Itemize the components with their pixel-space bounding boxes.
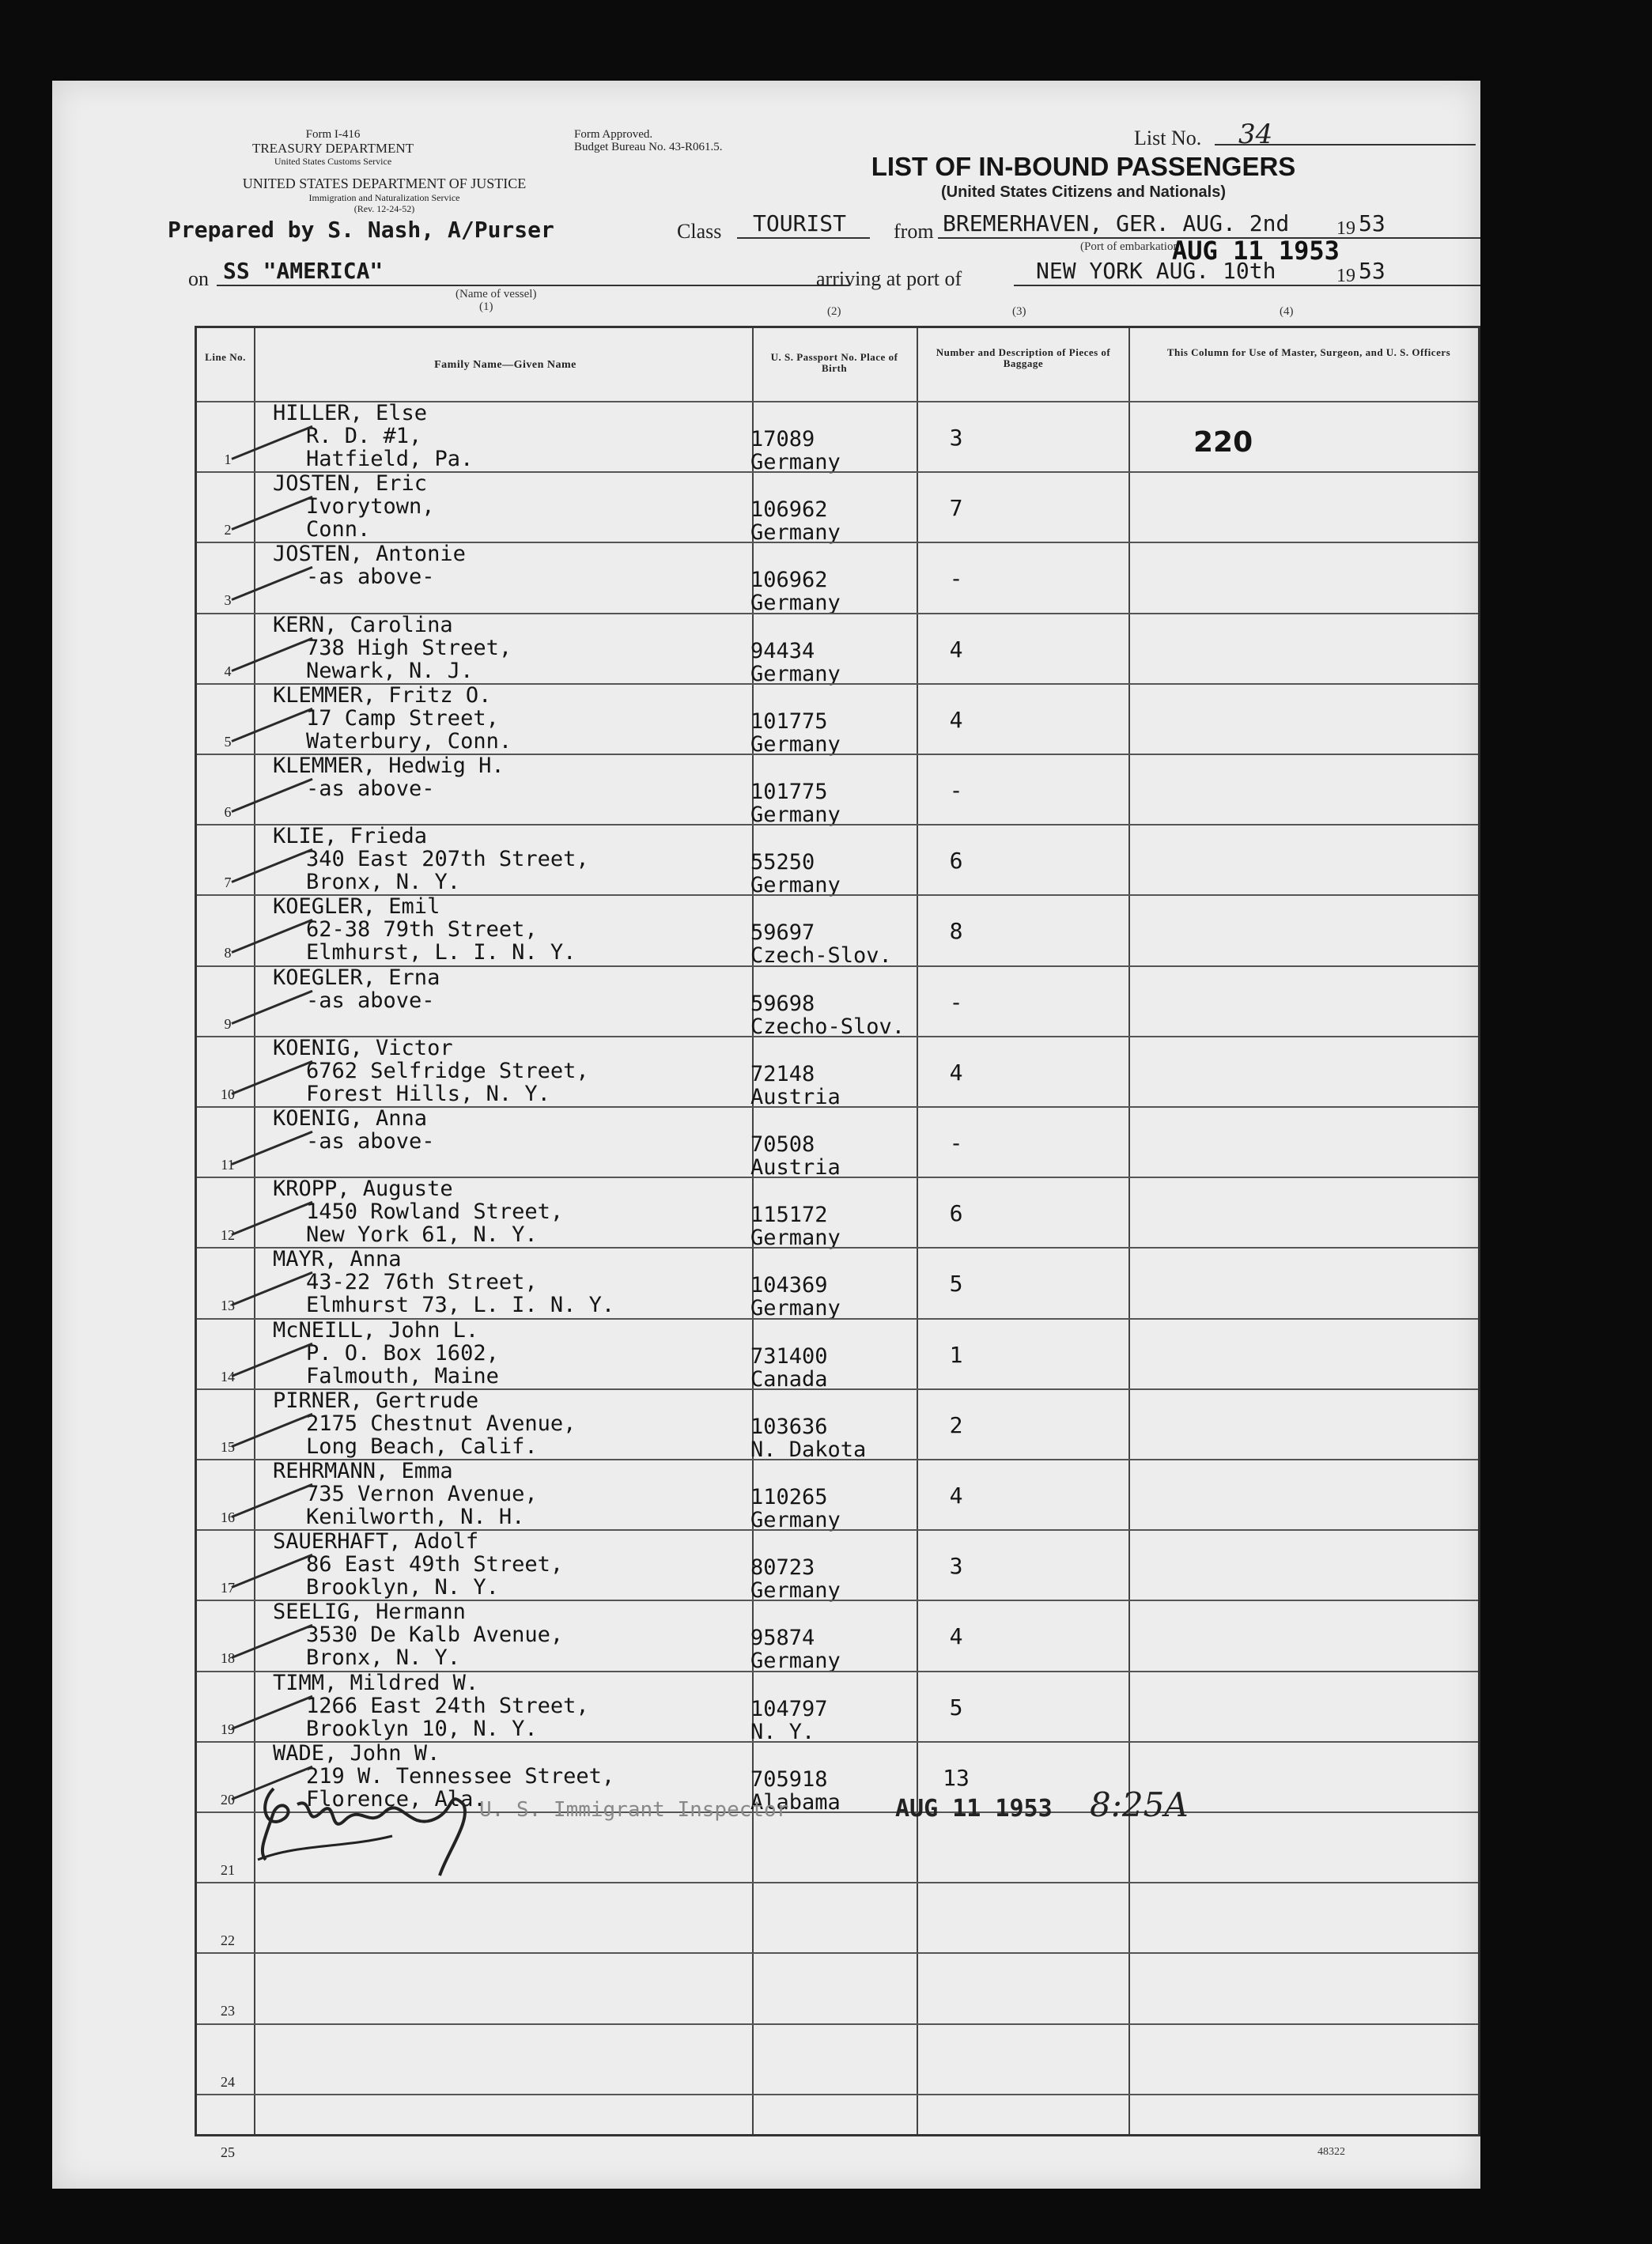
- place-of-birth: Canada: [750, 1366, 828, 1392]
- check-mark: [231, 1624, 312, 1659]
- table-row: [197, 1882, 1478, 1952]
- passport-number: 115172: [750, 1203, 828, 1228]
- table-row: [197, 1459, 1478, 1532]
- col1-number: (1): [479, 300, 493, 313]
- address-line-2: Long Beach, Calif.: [306, 1434, 538, 1459]
- officer-note: 220: [1193, 426, 1253, 459]
- line-number: 6: [224, 804, 232, 820]
- passenger-name: TIMM, Mildred W.: [273, 1670, 479, 1695]
- baggage-count: 4: [949, 1059, 963, 1086]
- passenger-name: KROPP, Auguste: [273, 1177, 453, 1202]
- place-of-birth: Germany: [750, 520, 841, 546]
- baggage-count: 3: [949, 1553, 963, 1580]
- address-line-2: Conn.: [306, 517, 371, 542]
- place-of-birth: Germany: [750, 1226, 841, 1251]
- address-line-2: Elmhurst, L. I. N. Y.: [306, 940, 576, 965]
- place-of-birth: Germany: [750, 803, 841, 827]
- passport-number: 59698: [750, 991, 815, 1016]
- table-row: [197, 542, 1478, 616]
- baggage-count: 2: [949, 1411, 963, 1438]
- place-of-birth: Germany: [750, 591, 841, 616]
- address-line-1: 3530 De Kalb Avenue,: [306, 1623, 564, 1648]
- passenger-name: SAUERHAFT, Adolf: [273, 1529, 479, 1555]
- table-row: [197, 824, 1478, 898]
- table-row: [197, 682, 1478, 757]
- line-number: 18: [221, 1650, 235, 1667]
- check-mark: [231, 1201, 312, 1236]
- check-mark: [231, 1554, 312, 1589]
- baggage-count: 7: [949, 495, 963, 522]
- footer-code: 48322: [1317, 2146, 1345, 2158]
- baggage-count: 4: [949, 636, 963, 663]
- budget-bureau: Budget Bureau No. 43-R061.5.: [574, 141, 723, 153]
- baggage-count: 8: [949, 918, 963, 945]
- line-number: 22: [221, 1932, 235, 1949]
- check-mark: [231, 919, 312, 954]
- address-line-1: 2175 Chestnut Avenue,: [306, 1411, 576, 1436]
- arriving-label: arriving at port of: [816, 267, 962, 290]
- table-row: [197, 1670, 1478, 1744]
- list-no-label: List No.: [1134, 127, 1202, 149]
- table-row: [197, 1529, 1478, 1604]
- row-divider: [197, 2023, 1478, 2025]
- document-title: LIST OF IN-BOUND PASSENGERS: [871, 152, 1296, 181]
- baggage-count: 6: [949, 1200, 963, 1227]
- passport-number: 59697: [750, 920, 815, 946]
- line-number: 7: [224, 875, 232, 891]
- row-divider: [197, 1036, 1478, 1037]
- passenger-name: KOENIG, Anna: [273, 1106, 428, 1131]
- table-row: [197, 1247, 1478, 1321]
- ins-label: Immigration and Naturalization Service: [308, 192, 460, 203]
- arriving-value: NEW YORK AUG. 10th: [1036, 258, 1276, 284]
- baggage-count: 4: [949, 1483, 963, 1509]
- place-of-birth: Austria: [750, 1155, 841, 1180]
- place-of-birth: Alabama: [750, 1789, 841, 1815]
- check-mark: [231, 425, 312, 460]
- arriving-year: 53: [1359, 258, 1385, 284]
- check-mark: [231, 848, 312, 883]
- form-number: Form I-416: [305, 128, 361, 141]
- place-of-birth: Germany: [750, 1508, 841, 1532]
- arriving-year-prefix: 19: [1336, 266, 1355, 286]
- table-row: [197, 471, 1478, 546]
- place-of-birth: Germany: [750, 731, 841, 757]
- place-of-birth: N. Dakota: [750, 1437, 867, 1462]
- address-line-2: Bronx, N. Y.: [306, 870, 461, 895]
- passenger-name: MAYR, Anna: [273, 1247, 402, 1272]
- passport-number: 731400: [750, 1343, 828, 1369]
- check-mark: [231, 1694, 312, 1729]
- row-divider: [197, 1106, 1478, 1108]
- row-divider: [197, 1177, 1478, 1178]
- justice-label: UNITED STATES DEPARTMENT OF JUSTICE: [242, 176, 527, 191]
- line-number: 4: [224, 663, 232, 679]
- baggage-count: 5: [949, 1694, 963, 1721]
- passenger-name: KLEMMER, Fritz O.: [273, 682, 492, 708]
- line-number: 9: [224, 1015, 232, 1032]
- passenger-name: HILLER, Else: [273, 401, 428, 425]
- place-of-birth: Germany: [750, 1649, 841, 1674]
- line-number: 2: [224, 522, 232, 538]
- address-line-1: -as above-: [306, 565, 435, 590]
- address-line-2: Brooklyn 10, N. Y.: [306, 1716, 538, 1741]
- address-line-1: -as above-: [306, 988, 435, 1013]
- address-line-1: 738 High Street,: [306, 635, 512, 660]
- passenger-name: WADE, John W.: [273, 1740, 440, 1766]
- passport-number: 104369: [750, 1273, 828, 1298]
- passenger-name: SEELIG, Hermann: [273, 1600, 466, 1625]
- baggage-count: -: [949, 1130, 963, 1156]
- baggage-count: 4: [949, 1623, 963, 1650]
- row-divider: [197, 542, 1478, 543]
- class-label: Class: [677, 220, 722, 243]
- address-line-2: Hatfield, Pa.: [306, 447, 474, 471]
- check-mark: [231, 1060, 312, 1095]
- treasury-label: TREASURY DEPARTMENT: [251, 141, 414, 156]
- address-line-1: 17 Camp Street,: [306, 705, 499, 731]
- row-divider: [197, 1952, 1478, 1954]
- address-line-1: 219 W. Tennessee Street,: [306, 1763, 615, 1789]
- line-number: 12: [221, 1227, 235, 1244]
- line-number: 23: [221, 2003, 235, 2019]
- line-number: 24: [221, 2073, 235, 2090]
- line-number: 13: [221, 1298, 235, 1314]
- inspector-time: 8:25A: [1090, 1785, 1189, 1824]
- place-of-birth: Czech-Slov.: [750, 943, 892, 969]
- baggage-count: -: [949, 777, 963, 803]
- table-row: [197, 612, 1478, 686]
- prepared-by: Prepared by S. Nash, A/Purser: [168, 217, 554, 243]
- address-line-1: 1266 East 24th Street,: [306, 1693, 589, 1718]
- passenger-name: REHRMANN, Emma: [273, 1459, 453, 1483]
- line-number: 19: [221, 1721, 235, 1737]
- line-number: 11: [221, 1157, 235, 1173]
- table-row: [197, 1106, 1478, 1180]
- address-line-2: Falmouth, Maine: [306, 1363, 499, 1388]
- col2-number: (2): [827, 305, 841, 318]
- address-line-2: Kenilworth, N. H.: [306, 1505, 525, 1529]
- passenger-name: KOEGLER, Emil: [273, 894, 440, 920]
- address-line-2: Forest Hills, N. Y.: [306, 1081, 550, 1106]
- passport-number: 106962: [750, 497, 828, 523]
- address-line-1: -as above-: [306, 776, 435, 801]
- baggage-count: 13: [943, 1764, 970, 1791]
- address-line-1: P. O. Box 1602,: [306, 1340, 499, 1366]
- line-number: 17: [221, 1580, 235, 1596]
- passport-number: 17089: [750, 427, 815, 451]
- document-subtitle: (United States Citizens and Nationals): [940, 183, 1227, 201]
- from-value: BREMERHAVEN, GER. AUG. 2nd: [943, 210, 1290, 236]
- line-number: 1: [224, 451, 232, 467]
- check-mark: [231, 637, 312, 671]
- table-row: [197, 1035, 1478, 1109]
- row-divider: [197, 965, 1478, 967]
- customs-label: United States Customs Service: [274, 156, 392, 167]
- passenger-name: KERN, Carolina: [273, 612, 453, 637]
- column-header-line-no: Line No.: [205, 351, 246, 363]
- address-line-2: Waterbury, Conn.: [306, 728, 512, 754]
- address-line-1: 62-38 79th Street,: [306, 917, 538, 943]
- line-number: 8: [224, 945, 232, 961]
- col4-number: (4): [1280, 305, 1294, 318]
- place-of-birth: Germany: [750, 1578, 841, 1604]
- line-number: 15: [221, 1438, 235, 1455]
- place-of-birth: N. Y.: [750, 1719, 815, 1744]
- address-line-1: 6762 Selfridge Street,: [306, 1058, 589, 1083]
- passenger-name: KOEGLER, Erna: [273, 965, 440, 990]
- check-mark: [231, 566, 312, 601]
- row-divider: [197, 1247, 1478, 1249]
- passport-number: 110265: [750, 1485, 828, 1509]
- row-divider: [197, 1600, 1478, 1601]
- inspector-label: U. S. Immigrant Inspector: [479, 1798, 789, 1822]
- check-mark: [231, 496, 312, 531]
- on-label: on: [188, 267, 209, 290]
- passport-number: 103636: [750, 1414, 828, 1439]
- place-of-birth: Czecho-Slov.: [750, 1014, 905, 1039]
- check-mark: [231, 1271, 312, 1306]
- passport-number: 72148: [750, 1061, 815, 1086]
- passenger-name: JOSTEN, Antonie: [273, 542, 466, 567]
- table-row: [197, 1388, 1478, 1462]
- address-line-1: 340 East 207th Street,: [306, 847, 589, 872]
- place-of-birth: Germany: [750, 873, 841, 898]
- passport-number: 101775: [750, 780, 828, 804]
- passenger-name: McNEILL, John L.: [273, 1317, 479, 1343]
- row-divider: [197, 894, 1478, 896]
- column-header-officers: This Column for Use of Master, Surgeon, and U. S. Officers: [1166, 346, 1451, 358]
- list-no-value: 34: [1238, 119, 1273, 150]
- place-of-birth: Austria: [750, 1084, 841, 1109]
- table-row: [197, 965, 1478, 1039]
- vessel-name: SS "AMERICA": [223, 258, 384, 284]
- place-of-birth: Germany: [750, 661, 841, 686]
- address-line-1: 735 Vernon Avenue,: [306, 1482, 538, 1506]
- passport-number: 95874: [750, 1626, 815, 1651]
- line-number: 16: [221, 1509, 235, 1525]
- passport-number: 101775: [750, 708, 828, 734]
- check-mark: [231, 1413, 312, 1448]
- address-line-1: 43-22 76th Street,: [306, 1270, 538, 1295]
- passport-number: 55250: [750, 850, 815, 875]
- inspector-signature: [250, 1773, 503, 1883]
- line-number: 21: [221, 1862, 235, 1878]
- check-mark: [231, 1342, 312, 1377]
- address-line-1: 86 East 49th Street,: [306, 1552, 564, 1577]
- inspector-stamp: AUG 11 1953: [895, 1795, 1053, 1823]
- line-number: 5: [224, 733, 232, 750]
- passenger-name: JOSTEN, Eric: [273, 471, 428, 497]
- baggage-count: 3: [949, 425, 963, 451]
- check-mark: [231, 1483, 312, 1518]
- table-row: [197, 754, 1478, 827]
- from-year-prefix: 19: [1336, 218, 1355, 239]
- passport-number: 104797: [750, 1696, 828, 1721]
- table-row: [197, 401, 1478, 474]
- place-of-birth: Germany: [750, 1296, 841, 1321]
- passport-number: 106962: [750, 568, 828, 593]
- address-line-2: New York 61, N. Y.: [306, 1222, 538, 1248]
- baggage-count: -: [949, 565, 963, 592]
- row-divider: [197, 824, 1478, 825]
- line-number: 10: [221, 1086, 235, 1102]
- address-line-2: Brooklyn, N. Y.: [306, 1575, 499, 1600]
- row-divider: [197, 754, 1478, 755]
- row-divider: [197, 1741, 1478, 1743]
- class-value: TOURIST: [753, 210, 847, 236]
- port-embarkation-caption: (Port of embarkation): [1080, 240, 1183, 253]
- row-divider: [197, 1388, 1478, 1390]
- row-divider: [197, 1529, 1478, 1531]
- column-header-name: Family Name—Given Name: [434, 359, 576, 371]
- revision-label: (Rev. 12-24-52): [353, 203, 415, 214]
- vessel-caption: (Name of vessel): [456, 288, 537, 300]
- address-line-2: Florence, Ala.: [306, 1786, 486, 1811]
- line-number: 14: [221, 1368, 235, 1385]
- from-year: 53: [1359, 210, 1385, 236]
- address-line-2: Newark, N. J.: [306, 658, 474, 683]
- line-number: 20: [221, 1791, 235, 1808]
- table-row: [197, 2094, 1478, 2164]
- address-line-1: Ivorytown,: [306, 494, 435, 519]
- arrival-stamp: AUG 11 1953: [1172, 236, 1340, 266]
- passport-number: 94434: [750, 638, 815, 663]
- from-label: from: [894, 220, 934, 243]
- check-mark: [231, 778, 312, 813]
- check-mark: [231, 1131, 312, 1165]
- row-divider: [197, 683, 1478, 685]
- place-of-birth: Germany: [750, 450, 841, 474]
- row-divider: [197, 2094, 1478, 2095]
- check-mark: [231, 989, 312, 1024]
- baggage-count: 6: [949, 848, 963, 875]
- table-row: [197, 1317, 1478, 1392]
- check-mark: [231, 708, 312, 742]
- column-header-baggage: Number and Description of Pieces of Baggage: [936, 346, 1111, 369]
- address-line-2: Elmhurst 73, L. I. N. Y.: [306, 1293, 615, 1318]
- baggage-count: 4: [949, 706, 963, 733]
- passport-number: 705918: [750, 1766, 828, 1792]
- row-divider: [197, 1671, 1478, 1672]
- address-line-1: R. D. #1,: [306, 424, 422, 448]
- passenger-name: KLEMMER, Hedwig H.: [273, 754, 505, 778]
- passport-number: 80723: [750, 1555, 815, 1581]
- address-line-1: 1450 Rowland Street,: [306, 1199, 564, 1225]
- baggage-count: 5: [949, 1271, 963, 1298]
- col3-number: (3): [1012, 305, 1026, 318]
- baggage-count: -: [949, 988, 963, 1015]
- table-row: [197, 1177, 1478, 1251]
- passenger-name: KLIE, Frieda: [273, 824, 428, 849]
- table-row: [197, 1600, 1478, 1674]
- row-divider: [197, 1318, 1478, 1320]
- address-line-2: Bronx, N. Y.: [306, 1645, 461, 1671]
- table-row: [197, 1952, 1478, 2023]
- passenger-name: PIRNER, Gertrude: [273, 1388, 479, 1413]
- address-line-1: -as above-: [306, 1129, 435, 1154]
- passenger-name: KOENIG, Victor: [273, 1035, 453, 1060]
- manifest-page: [52, 81, 1480, 2189]
- line-number: 25: [221, 2144, 235, 2160]
- baggage-count: 1: [949, 1341, 963, 1368]
- passport-number: 70508: [750, 1132, 815, 1157]
- row-divider: [197, 1459, 1478, 1460]
- row-divider: [197, 613, 1478, 614]
- line-number: 3: [224, 592, 232, 609]
- column-header-passport: U. S. Passport No. Place of Birth: [770, 351, 898, 374]
- row-divider: [197, 471, 1478, 473]
- form-approved: Form Approved.: [574, 128, 653, 141]
- table-row: [197, 2023, 1478, 2094]
- table-row: [197, 894, 1478, 969]
